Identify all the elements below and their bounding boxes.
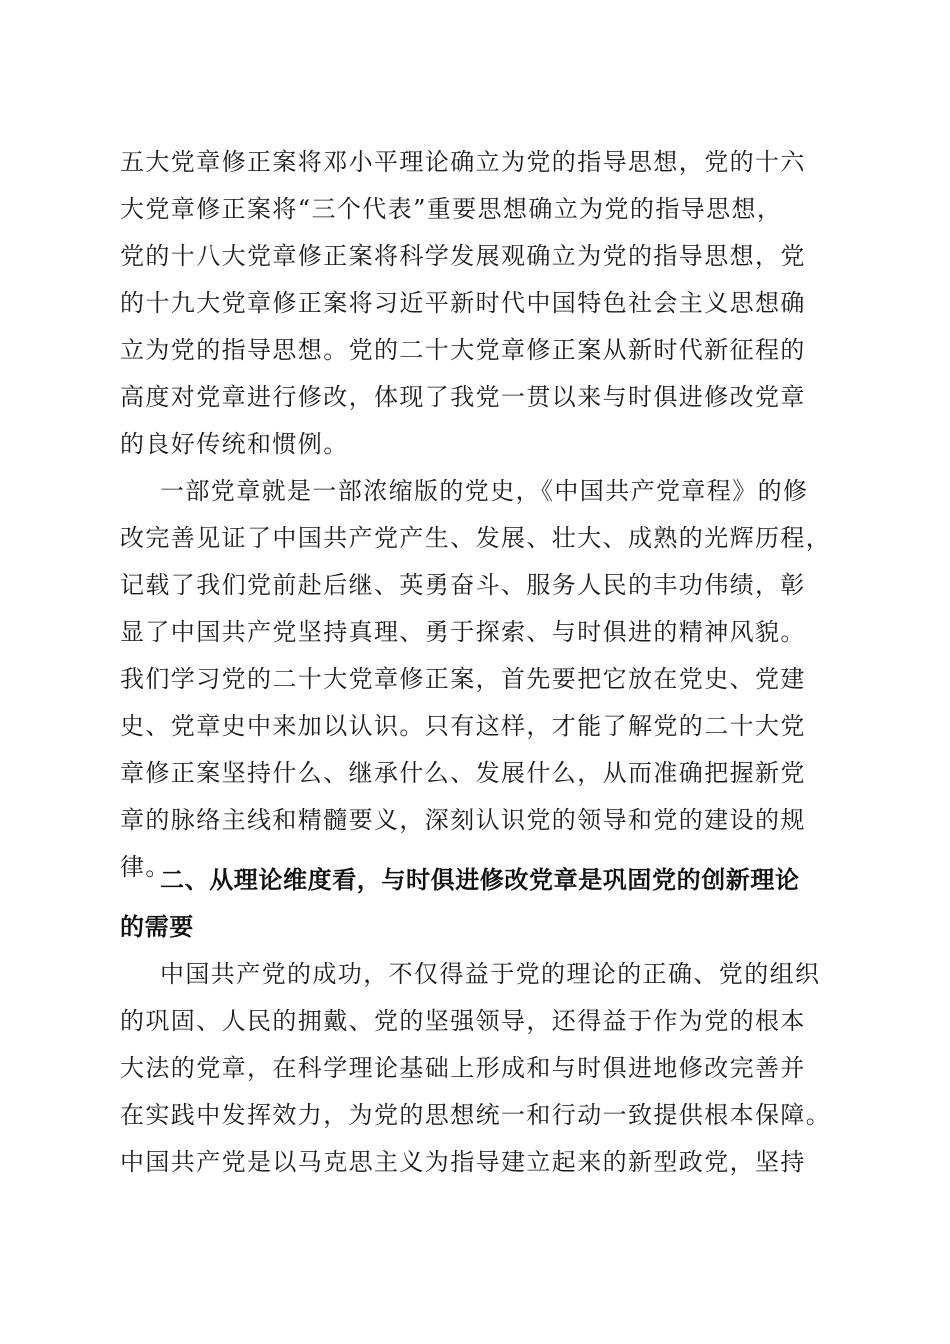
text-line: 的十九大党章修正案将习近平新时代中国特色社会主义思想确 <box>120 289 806 317</box>
text-line: 党的十八大党章修正案将科学发展观确立为党的指导思想，党 <box>120 242 806 270</box>
text-line: 五大党章修正案将邓小平理论确立为党的指导思想，党的十六 <box>120 148 806 176</box>
text-line: 的良好传统和惯例。 <box>120 430 349 458</box>
text-line: 大党章修正案将“三个代表”重要思想确立为党的指导思想， <box>120 195 783 223</box>
text-line: 中国共产党是以马克思主义为指导建立起来的新型政党，坚持 <box>120 1148 806 1176</box>
text-line: 的巩固、人民的拥戴、党的坚强领导，还得益于作为党的根本 <box>120 1007 806 1035</box>
text-line: 大法的党章，在科学理论基础上形成和与时俱进地修改完善并 <box>120 1054 806 1082</box>
text-line: 章的脉络主线和精髓要义，深刻认识党的领导和党的建设的规 <box>120 806 806 834</box>
text-line: 我们学习党的二十大党章修正案，首先要把它放在党史、党建 <box>120 665 806 693</box>
section-heading-continuation: 的需要 <box>120 913 194 941</box>
paragraph-first-line: 一部党章就是一部浓缩版的党史，《中国共产党章程》的修 <box>160 477 809 505</box>
text-line: 章修正案坚持什么、继承什么、发展什么，从而准确把握新党 <box>120 759 806 787</box>
section-heading: 二、从理论维度看，与时俱进修改党章是巩固党的创新理论 <box>160 866 800 894</box>
text-line: 显了中国共产党坚持真理、勇于探索、与时俱进的精神风貌。 <box>120 618 806 646</box>
text-line: 高度对党章进行修改，体现了我党一贯以来与时俱进修改党章 <box>120 383 806 411</box>
text-line: 史、党章史中来加以认识。只有这样，才能了解党的二十大党 <box>120 712 806 740</box>
text-line: 律。 <box>120 853 171 881</box>
text-line: 立为党的指导思想。党的二十大党章修正案从新时代新征程的 <box>120 336 806 364</box>
text-line: 改完善见证了中国共产党产生、发展、壮大、成熟的光辉历程， <box>120 524 832 552</box>
paragraph-first-line: 中国共产党的成功，不仅得益于党的理论的正确、党的组织 <box>160 960 821 988</box>
text-line: 在实践中发挥效力，为党的思想统一和行动一致提供根本保障。 <box>120 1101 832 1129</box>
text-line: 记载了我们党前赴后继、英勇奋斗、服务人民的丰功伟绩，彰 <box>120 571 806 599</box>
